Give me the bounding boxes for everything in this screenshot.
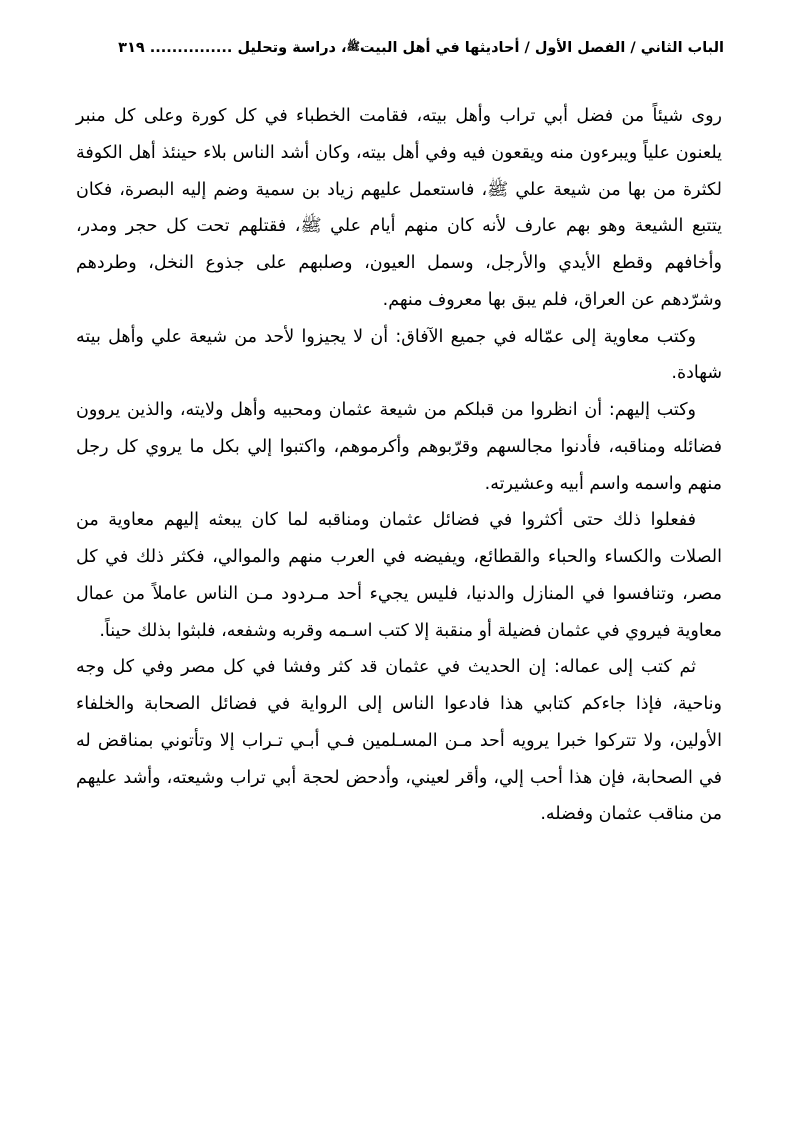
paragraph-4: ففعلوا ذلك حتى أكثروا في فضائل عثمان ومناقبه لما كان يبعثه إليهم معاوية من الصلات والكساء والحباء والقطائع، ويفيضه في العرب منهم والموالي، فكثر ذلك في كل مصر، وتنافسوا في المنازل والدنيا، فليس يجيء أحد مـردود مـن الناس عاملاً من عمال معاوية فيروي في عثمان فضيلة أو منقبة إلا كتب اسـمه وقربه وشفعه، فلبثوا بذلك حيناً. [76,510,722,641]
paragraph-3: وكتب إليهم: أن انظروا من قبلكم من شيعة عثمان ومحبيه وأهل ولايته، والذين يروون فضائله ومناقبه، فأدنوا مجالسهم وقرّبوهم وأكرموهم، واكتبوا إلي بكل ما يروي كل رجل منهم واسمه واسم أبيه وعشيرته. [76,400,722,494]
page-header [70,40,728,56]
header-dot-leader: ............... [149,40,233,56]
header-chapter-path: الباب الثاني / الفصل الأول / أحاديثها في أهل البيت [359,40,724,56]
header-subtitle: ، دراسة وتحليل [237,40,347,56]
paragraph-2: وكتب معاوية إلى عمّاله في جميع الآفاق: أن لا يجيزوا لأحد من شيعة علي وأهل بيته شهادة. [76,326,722,384]
paragraph-1: روى شيئاً من فضل أبي تراب وأهل بيته، فقامت الخطباء في كل كورة وعلى كل منبر يلعنون علياً ويبرءون منه ويقعون فيه وفي أهل بيته، وكان أشد الناس بلاء حينئذ أهل الكوفة لكثرة من بها من شيعة علي ﷺ، فاستعمل عليهم زياد بن سمية وضم إليه البصرة، فكان يتتبع الشيعة وهو بهم عارف لأنه كان منهم أيام علي ﷺ، فقتلهم تحت كل حجر ومدر، وأخافهم وقطع الأيدي والأرجل، وسمل العيون، وصلبهم على جذوع النخل، وطردهم وشرّدهم عن العراق، فلم يبق بها معروف منهم. [76,106,722,310]
paragraph-5: ثم كتب إلى عماله: إن الحديث في عثمان قد كثر وفشا في كل مصر وفي كل وجه وناحية، فإذا جاءكم كتابي هذا فادعوا الناس إلى الرواية في فضائل الصحابة والخلفاء الأولين، ولا تتركوا خبرا يرويه أحد مـن المسـلمين فـي أبـي تـراب إلا وتأتوني بمناقض له في الصحابة، فإن هذا أحب إلي، وأقر لعيني، وأدحض لحجة أبي تراب وشيعته، وأشد عليهم من مناقب عثمان وفضله. [76,657,722,825]
body-text [70,98,728,833]
honorific-icon: ﷺ [346,40,360,53]
page-number: ٣١٩ [118,40,145,56]
